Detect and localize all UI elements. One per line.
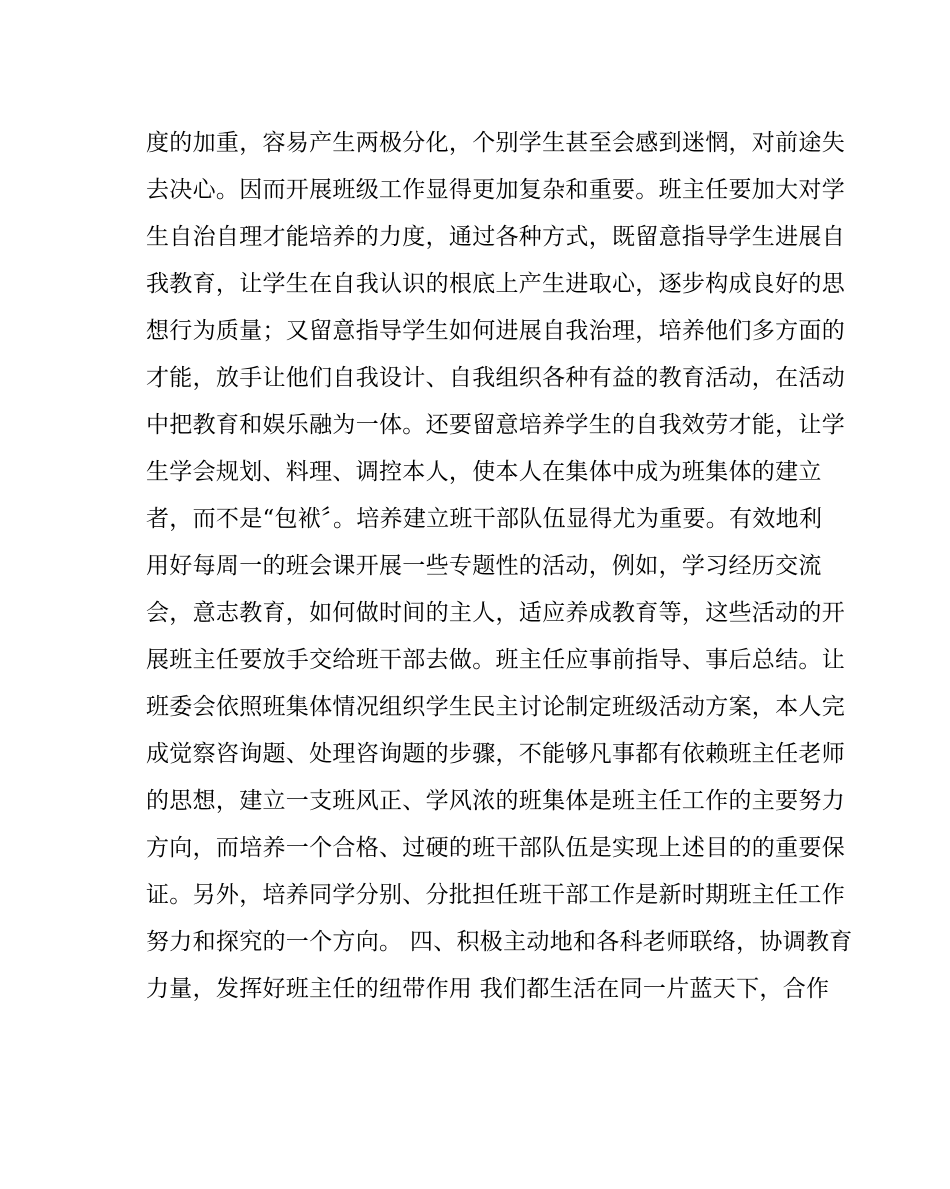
text-line: 班委会依照班集体情况组织学生民主讨论制定班级活动方案，本人完	[146, 694, 845, 720]
text-line: 度的加重，容易产生两极分化，个别学生甚至会感到迷惘，对前途失	[146, 130, 845, 156]
text-line: 中把教育和娱乐融为一体。还要留意培养学生的自我效劳才能，让学	[146, 412, 845, 438]
text-line: 方向，而培养一个合格、过硬的班干部队伍是实现上述目的的重要保	[146, 835, 845, 861]
text-line: 生学会规划、料理、调控本人，使本人在集体中成为班集体的建立	[146, 459, 822, 485]
text-line: 去决心。因而开展班级工作显得更加复杂和重要。班主任要加大对学	[146, 177, 845, 203]
text-line: 用好每周一的班会课开展一些专题性的活动，例如，学习经历交流	[146, 553, 822, 579]
body-text	[146, 120, 853, 1013]
text-line: 力量，发挥好班主任的纽带作用 我们都生活在同一片蓝天下，合作	[146, 976, 830, 1002]
text-line: 生自治自理才能培养的力度，通过各种方式，既留意指导学生进展自	[146, 224, 845, 250]
text-line: 会，意志教育，如何做时间的主人，适应养成教育等，这些活动的开	[146, 600, 845, 626]
text-line: 成觉察咨询题、处理咨询题的步骤，不能够凡事都有依赖班主任老师	[146, 741, 845, 767]
text-line: 展班主任要放手交给班干部去做。班主任应事前指导、事后总结。让	[146, 647, 845, 673]
text-line: 证。另外，培养同学分别、分批担任班干部工作是新时期班主任工作	[146, 882, 845, 908]
text-line: 的思想，建立一支班风正、学风浓的班集体是班主任工作的主要努力	[146, 788, 845, 814]
text-line: 者，而不是“包袱〞。培养建立班干部队伍显得尤为重要。有效地利	[146, 506, 823, 532]
text-line: 努力和探究的一个方向。 四、积极主动地和各科老师联络，协调教育	[146, 929, 853, 955]
text-line: 才能，放手让他们自我设计、自我组织各种有益的教育活动，在活动	[146, 365, 845, 391]
text-line: 我教育，让学生在自我认识的根底上产生进取心，逐步构成良好的思	[146, 271, 845, 297]
text-line: 想行为质量；又留意指导学生如何进展自我治理，培养他们多方面的	[146, 318, 845, 344]
